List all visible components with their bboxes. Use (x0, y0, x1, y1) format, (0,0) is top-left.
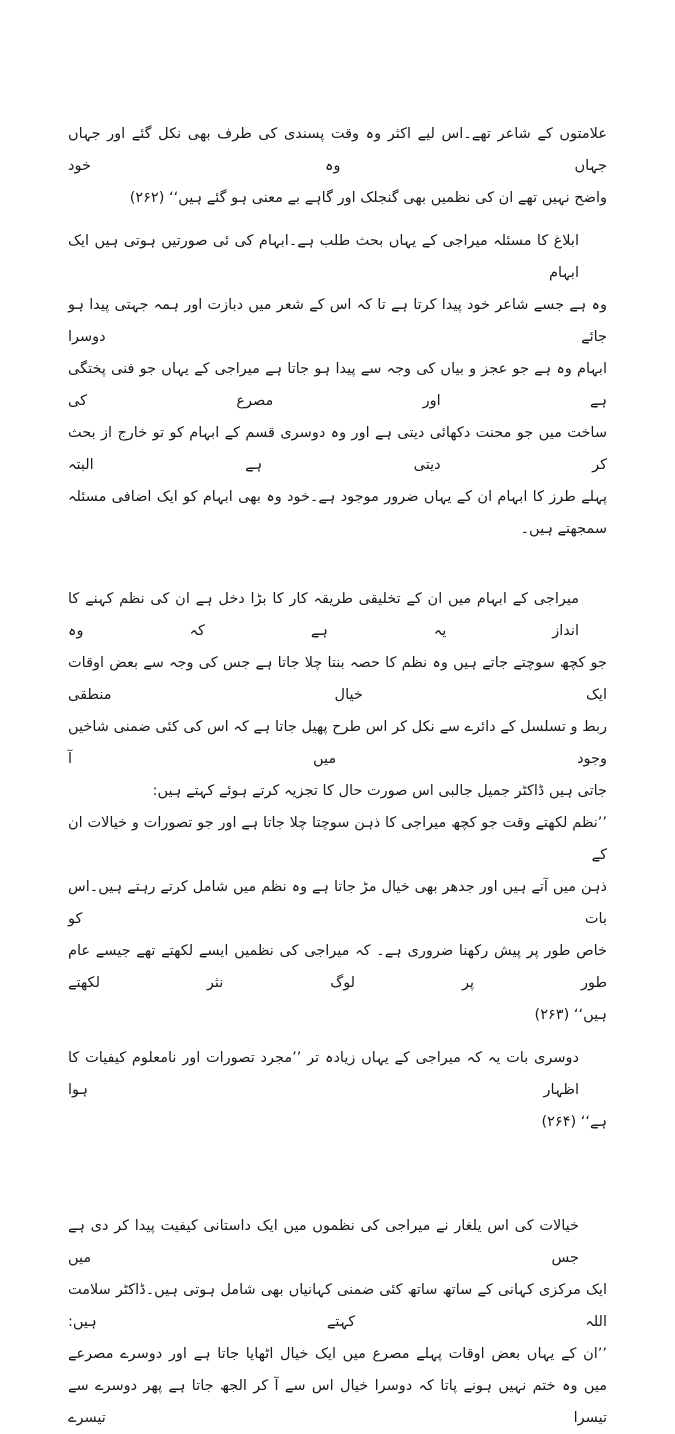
paragraph-start-line: ابلاغ کا مسئلہ میراجی کے یہاں بحث طلب ہے۔ابہام کی ئی صورتیں ہوتی ہیں ایک ابہام (68, 233, 579, 281)
text-line: ربط و تسلسل کے دائرے سے نکل کر اس طرح پھیل جاتا ہے کہ اس کی کئی ضمنی شاخیں وجود میں آ (68, 719, 607, 767)
quote-end-line: ہے‘‘ (۲۶۴) (541, 1114, 607, 1130)
quote-line: ’’نظم لکھتے وقت جو کچھ میراجی کا ذہن سوچتا چلا جاتا ہے اور جو تصورات و خیالات ان کے (68, 815, 607, 863)
paragraph-start-line: خیالات کی اس یلغار نے میراجی کی نظموں میں ایک داستانی کیفیت پیدا کر دی ہے جس میں (68, 1218, 579, 1266)
paragraph-start-line: دوسری بات یہ کہ میراجی کے یہاں زیادہ تر ’’مجرد تصورات اور نامعلوم کیفیات کا اظہار ہوا (68, 1050, 579, 1098)
text-line: ایک مرکزی کہانی کے ساتھ ساتھ کئی ضمنی کہانیاں بھی شامل ہوتی ہیں۔ڈاکٹر سلامت اللہ کہتے ہیں: (68, 1282, 607, 1330)
text-line: جو کچھ سوچتے جاتے ہیں وہ نظم کا حصہ بنتا چلا جاتا ہے جس کی وجہ سے بعض اوقات ایک خیال منطقی (68, 655, 607, 703)
text-line: ابہام وہ ہے جو عجز و بیاں کی وجہ سے پیدا ہو جاتا ہے میراجی کے یہاں جو فنی پختگی ہے اور مصرع کی (68, 361, 607, 409)
paragraph-start-line: میراجی کے ابہام میں ان کے تخلیقی طریقہ کار کا بڑا دخل ہے ان کی نظم کہنے کا انداز یہ ہے کہ وہ (68, 591, 579, 639)
text-line: پہلے طرز کا ابہام ان کے یہاں ضرور موجود ہے۔خود وہ بھی ابہام کو ایک اضافی مسئلہ سمجھتے ہیں۔ (68, 489, 607, 537)
text-line: جاتی ہیں ڈاکٹر جمیل جالبی اس صورت حال کا تجزیہ کرتے ہوئے کہتے ہیں: (152, 783, 607, 799)
quote-line: ذہن میں آتے ہیں اور جدھر بھی خیال مڑ جاتا ہے وہ نظم میں شامل کرتے رہتے ہیں۔اس بات کو (68, 879, 607, 927)
quote-line: خاص طور پر پیش رکھنا ضروری ہے۔ کہ میراجی کی نظمیں ایسے لکھتے تھے جیسے عام طور پر لوگ نثر لکھتے (68, 943, 607, 991)
text-line: وہ ہے جسے شاعر خود پیدا کرتا ہے تا کہ اس کے شعر میں دبازت اور ہمہ جہتی پیدا ہو جائے دوسرا (68, 297, 607, 345)
quote-end-line: ہیں‘‘ (۲۶۳) (534, 1007, 607, 1023)
text-line: واضح نہیں تھے ان کی نظمیں بھی گنجلک اور گاہے بے معنی ہو گئے ہیں‘‘ (۲۶۲) (129, 190, 607, 206)
quote-line: ’’ان کے یہاں بعض اوقات پہلے مصرع میں ایک خیال اٹھایا جاتا ہے اور دوسرے مصرعے (68, 1346, 607, 1362)
text-line: علامتوں کے شاعر تھے۔اس لیے اکثر وہ وقت پسندی کی طرف بھی نکل گئے اور جہاں جہاں وہ خود (68, 126, 607, 174)
text-line: ساخت میں جو محنت دکھائی دیتی ہے اور وہ دوسری قسم کے ابہام کو تو خارج از بحث کر دیتی ہے البتہ (68, 425, 607, 473)
quote-line: میں وہ ختم نہیں ہونے پاتا کہ دوسرا خیال اس سے آ کر الجھ جاتا ہے پھر دوسرے سے تیسرا تیسرے (68, 1378, 607, 1426)
